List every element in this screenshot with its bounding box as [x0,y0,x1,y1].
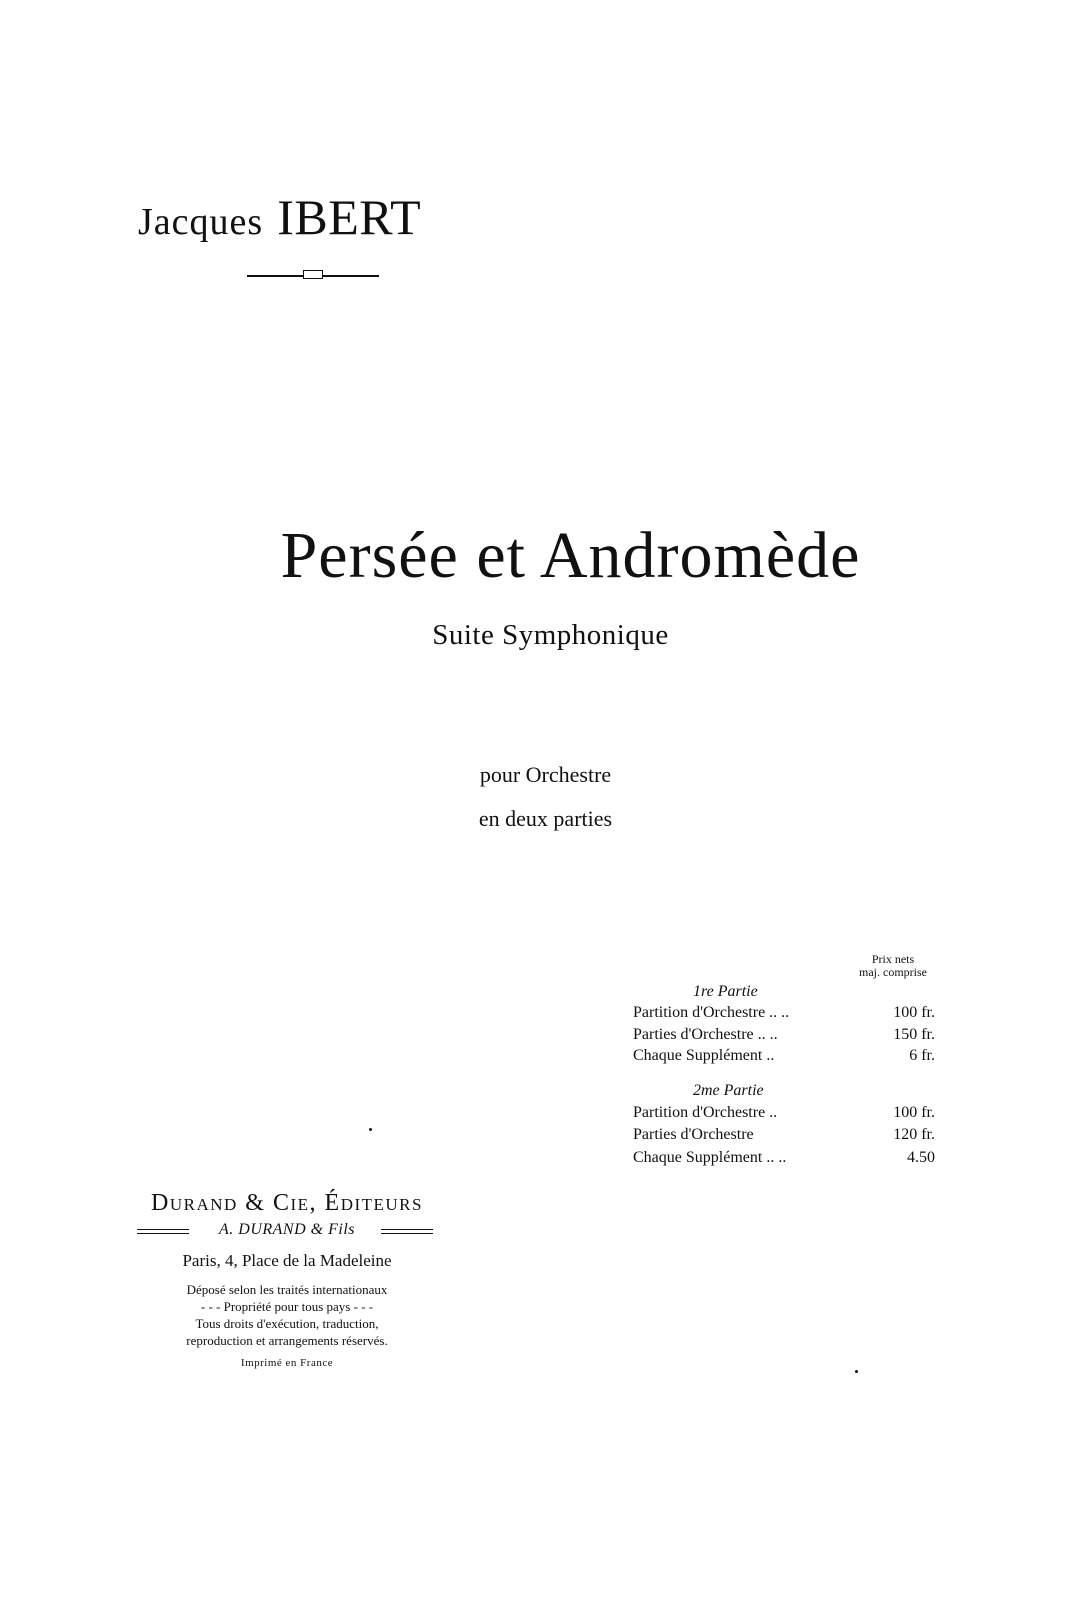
price-label: Partition d'Orchestre .. [633,1104,778,1121]
price-label: Chaque Supplément .. [633,1047,775,1064]
price-value: 120 fr. [893,1126,935,1143]
publisher-address: Paris, 4, Place de la Madeleine [182,1251,392,1270]
price-row [633,1047,943,1069]
instrumentation-line-2: en deux parties [478,806,613,831]
print-speck [855,1370,858,1373]
price-row [633,1004,943,1026]
price-header: Prix nets maj. comprise [859,952,927,979]
printed-in: Imprimé en France [240,1357,334,1369]
ornament-divider [247,268,379,284]
price-value: 100 fr. [893,1004,935,1021]
double-rule [381,1229,433,1234]
instrumentation-line-1: pour Orchestre [479,762,612,787]
price-row [633,1126,943,1148]
price-label: Chaque Supplément .. .. [633,1149,787,1166]
price-row [633,1104,943,1126]
work-subtitle [0,619,1091,652]
composer-last-name: IBERT [277,189,422,245]
price-label: Parties d'Orchestre [633,1126,754,1143]
double-rule [137,1229,189,1234]
price-value: 4.50 [907,1149,935,1166]
price-value: 150 fr. [893,1026,935,1043]
price-row [633,1026,943,1048]
price-label: Parties d'Orchestre .. .. [633,1026,778,1043]
print-speck [369,1128,372,1131]
publisher-name: Durand & Cie, Éditeurs [151,1190,423,1216]
price-value: 6 fr. [909,1047,935,1064]
publisher-successor-line [137,1221,437,1243]
part-1-heading: 1re Partie [693,983,758,1000]
work-title-text: Persée et Andromède [280,519,861,592]
composer-name [138,188,421,246]
publisher-successor: A. DURAND & Fils [219,1221,355,1238]
publisher-block [137,1190,437,1369]
work-title [0,518,1091,594]
price-row [633,1149,943,1171]
composer-first-name: Jacques [138,201,264,243]
part-2-heading: 2me Partie [693,1082,764,1099]
work-subtitle-text: Suite Symphonique [432,619,669,651]
price-value: 100 fr. [893,1104,935,1121]
price-label: Partition d'Orchestre .. .. [633,1004,790,1021]
legal-notice: Déposé selon les traités internationaux - - - Propriété pour tous pays - - - Tous droits d'exécution, traduction, reproduction et arrangements réservés. [186,1282,388,1348]
